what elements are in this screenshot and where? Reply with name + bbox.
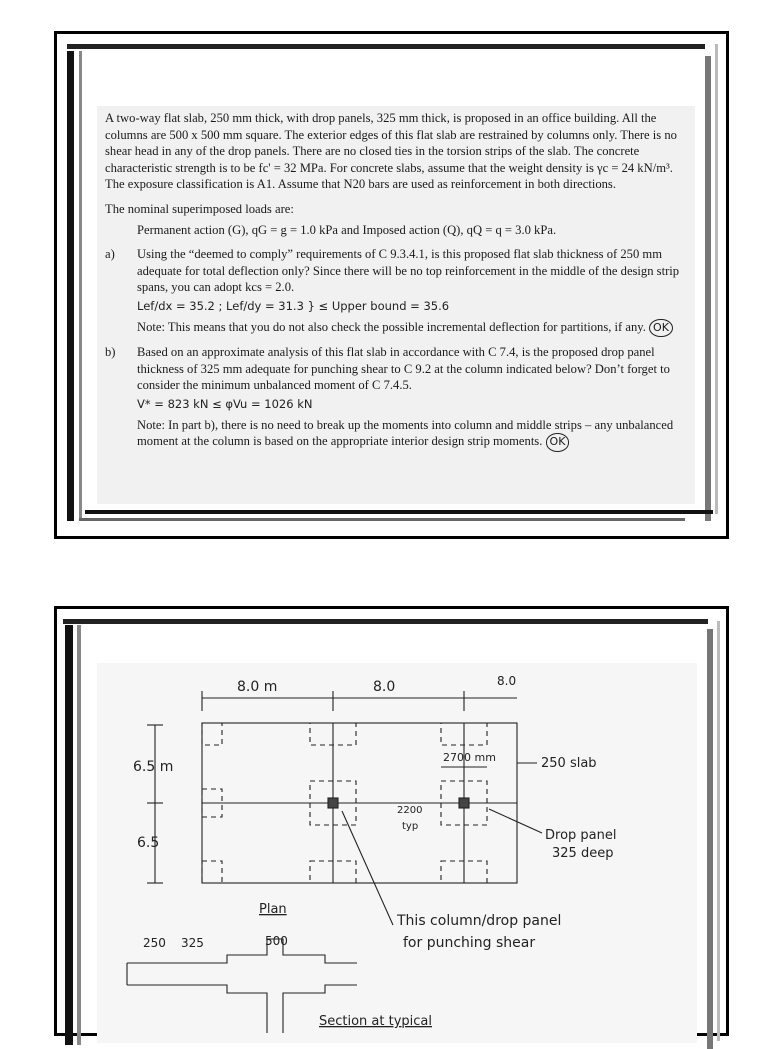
- callout-line-1: This column/drop panel: [397, 913, 562, 929]
- span-label-1: 8.0 m: [237, 679, 278, 695]
- section-dim-250: 250: [143, 936, 166, 950]
- frame-bar: [67, 44, 705, 49]
- question-b-text: Based on an approximate analysis of this flat slab in accordance with C 7.4, is the proposed drop panel thickness of 325 mm adequate for punching shear to C 9.2 at the column indicated below? Don’t forget to consider the minimum unbalanced moment of C 7.4.5.: [137, 345, 670, 393]
- question-a-label: a): [105, 247, 115, 262]
- plan-label: Plan: [259, 902, 287, 917]
- drop-panel-leader: [489, 809, 542, 833]
- frame-bar: [85, 510, 713, 514]
- section-label: Section at typical: [319, 1014, 433, 1029]
- frame-bar: [65, 625, 73, 1045]
- question-b: [105, 344, 693, 452]
- bay-label-1: 6.5 m: [133, 759, 174, 775]
- problem-text: [105, 110, 693, 459]
- loads-text: Permanent action (G), qG = g = 1.0 kPa and Imposed action (Q), qQ = q = 3.0 kPa.: [137, 222, 557, 237]
- question-a-note: Note: This means that you do not also check the possible incremental deflection for partitions, if any. OK: [137, 319, 693, 338]
- column: [459, 798, 469, 808]
- question-a-text: Using the “deemed to comply” requirements of C 9.3.4.1, is this proposed flat slab thickness of 250 mm adequate for total deflection only? Since there will be no top reinforcement in the middle of the design strip spans, you can adopt kcs = 2.0.: [137, 247, 680, 295]
- answer-b-handwritten: V* = 823 kN ≤ φVu = 1026 kN: [137, 396, 313, 411]
- section-dim-325: 325: [181, 936, 204, 950]
- frame-bar: [79, 51, 82, 521]
- question-b-note: Note: In part b), there is no need to break up the moments into column and middle strips – any unbalanced moment at the column is based on the appropriate interior design strip moments. OK: [137, 417, 693, 452]
- callout-line-2: for punching shear: [403, 935, 536, 951]
- loads-heading: The nominal superimposed loads are:: [105, 201, 294, 216]
- bay-label-2: 6.5: [137, 835, 160, 851]
- column: [328, 798, 338, 808]
- ok-mark-a: OK: [649, 319, 673, 338]
- slab-sketch: [97, 663, 697, 1033]
- callout-leader: [342, 811, 393, 925]
- span-label-3: 8.0: [497, 674, 517, 688]
- drop-depth-text: 325 deep: [552, 846, 614, 861]
- drop-width-label: 2700 mm: [443, 751, 496, 764]
- drop-panel-label: Drop panel: [545, 828, 617, 843]
- frame-bar: [77, 625, 81, 1045]
- question-a: [105, 246, 693, 337]
- problem-frame: [54, 31, 729, 539]
- frame-bar: [717, 621, 720, 1041]
- ok-mark-b: OK: [546, 433, 570, 452]
- frame-bar: [63, 619, 708, 624]
- question-b-label: b): [105, 345, 116, 360]
- frame-bar: [707, 629, 713, 1049]
- typ-label: typ: [402, 821, 419, 832]
- sketch-frame: [54, 606, 729, 1036]
- span-label-2: 8.0: [373, 679, 396, 695]
- problem-intro: A two-way flat slab, 250 mm thick, with drop panels, 325 mm thick, is proposed in an office building. All the columns are 500 x 500 mm square. The exterior edges of this flat slab are restrained by columns only. There is no shear head in any of the drop panels. There are no closed ties in the torsion strips of the slab. The concrete characteristic strength is to be fc' = 32 MPa. For concrete slabs, assume that the weight density is γc = 24 kN/m³. The exposure classification is A1. Assume that N20 bars are used as reinforcement in both directions.: [105, 111, 677, 192]
- slab-label: 250 slab: [541, 756, 597, 771]
- answer-a-handwritten: Lef/dx = 35.2 ; Lef/dy = 31.3 } ≤ Upper bound = 35.6: [137, 298, 450, 313]
- frame-bar: [79, 518, 685, 521]
- frame-bar: [67, 51, 74, 521]
- section-dim-500: 500: [265, 934, 288, 948]
- frame-bar: [715, 44, 718, 514]
- frame-bar: [705, 56, 711, 521]
- drop-depth-label: 2200: [397, 805, 423, 816]
